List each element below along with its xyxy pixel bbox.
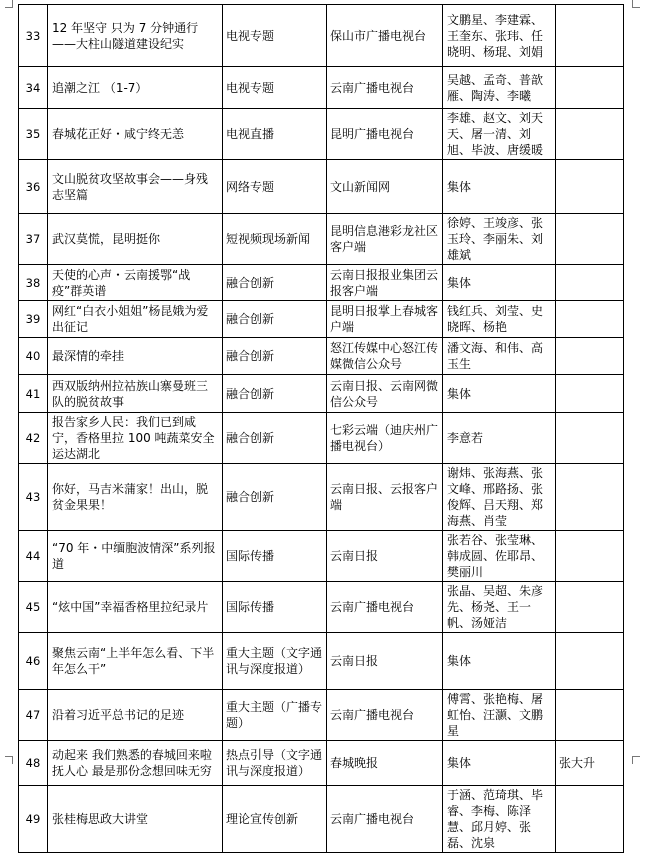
publishing-outlet: 云南日报、云南网微信公众号 [327,375,443,413]
award-category: 重大主题（文字通讯与深度报道） [223,633,327,690]
award-category: 融合创新 [223,265,327,301]
table-row [19,375,624,413]
author-list: 钱红兵、刘莹、史晓晖、杨艳 [443,301,556,338]
publishing-outlet: 保山市广播电视台 [327,5,443,67]
award-category: 热点引导（文字通讯与深度报道） [223,741,327,786]
editor-cell [556,214,624,265]
table-row [19,464,624,531]
award-list-table [18,4,624,853]
author-list: 吴越、孟奇、普歆雁、陶涛、李曦 [443,67,556,109]
author-list: 集体 [443,375,556,413]
award-category: 融合创新 [223,338,327,375]
publishing-outlet: 文山新闻网 [327,160,443,214]
publishing-outlet: 昆明日报掌上春城客户端 [327,301,443,338]
award-category: 融合创新 [223,375,327,413]
page-corner-mark [632,756,640,764]
editor-cell [556,464,624,531]
author-list: 李雄、赵文、刘天天、屠一清、刘旭、毕波、唐缓暖 [443,109,556,160]
work-title: 12 年坚守 只为 7 分钟通行——大柱山隧道建设纪实 [48,5,223,67]
editor-cell [556,160,624,214]
author-list: 集体 [443,741,556,786]
table-row [19,265,624,301]
work-title: 网红“白衣小姐姐”杨昆娥为爱出征记 [48,301,223,338]
work-title: 张桂梅思政大讲堂 [48,786,223,853]
work-title: “70 年・中缅胞波情深”系列报道 [48,531,223,582]
author-list: 集体 [443,265,556,301]
table-row [19,690,624,741]
editor-cell [556,338,624,375]
row-number: 45 [19,582,48,633]
editor-cell [556,633,624,690]
editor-cell [556,301,624,338]
publishing-outlet: 昆明广播电视台 [327,109,443,160]
author-list: 集体 [443,160,556,214]
editor-cell [556,531,624,582]
table-row [19,160,624,214]
table-row [19,531,624,582]
author-list: 潘文海、和伟、高玉生 [443,338,556,375]
editor-cell [556,786,624,853]
publishing-outlet: 昆明信息港彩龙社区客户端 [327,214,443,265]
award-category: 融合创新 [223,464,327,531]
row-number: 39 [19,301,48,338]
table-row [19,109,624,160]
work-title: 西双版纳州拉祜族山寨曼班三队的脱贫故事 [48,375,223,413]
row-number: 42 [19,413,48,464]
award-category: 国际传播 [223,531,327,582]
editor-cell [556,265,624,301]
work-title: 动起来 我们熟悉的春城回来啦 抚人心 最是那份念想回味无穷 [48,741,223,786]
row-number: 34 [19,67,48,109]
publishing-outlet: 七彩云端（迪庆州广播电视台） [327,413,443,464]
publishing-outlet: 云南广播电视台 [327,582,443,633]
row-number: 33 [19,5,48,67]
editor-cell [556,109,624,160]
row-number: 47 [19,690,48,741]
row-number: 37 [19,214,48,265]
author-list: 于涵、范琦琪、毕睿、李梅、陈泽慧、邱月婷、张磊、沈泉 [443,786,556,853]
table-row [19,5,624,67]
publishing-outlet: 春城晚报 [327,741,443,786]
row-number: 49 [19,786,48,853]
work-title: 最深情的牵挂 [48,338,223,375]
table-row [19,786,624,853]
author-list: 张若谷、张莹琳、韩成圆、佐耶昂、樊丽川 [443,531,556,582]
publishing-outlet: 怒江传媒中心怒江传媒微信公众号 [327,338,443,375]
row-number: 41 [19,375,48,413]
publishing-outlet: 云南日报报业集团云报客户端 [327,265,443,301]
page-corner-mark [5,756,13,764]
award-category: 短视频现场新闻 [223,214,327,265]
work-title: 文山脱贫攻坚故事会——身残志坚篇 [48,160,223,214]
author-list: 张晶、吴超、朱彦先、杨尧、王一帆、汤娅洁 [443,582,556,633]
award-category: 电视直播 [223,109,327,160]
publishing-outlet: 云南日报 [327,633,443,690]
row-number: 38 [19,265,48,301]
publishing-outlet: 云南广播电视台 [327,690,443,741]
row-number: 40 [19,338,48,375]
page-corner-mark [632,0,640,8]
author-list: 徐婷、王竣彦、张玉玲、李丽朱、刘雄斌 [443,214,556,265]
editor-cell: 张大升 [556,741,624,786]
author-list: 文鹏星、李建霖、王奎东、张玮、任晓明、杨琨、刘娟 [443,5,556,67]
work-title: 聚焦云南“上半年怎么看、下半年怎么干” [48,633,223,690]
row-number: 36 [19,160,48,214]
award-category: 国际传播 [223,582,327,633]
table-row [19,633,624,690]
table-row [19,741,624,786]
row-number: 35 [19,109,48,160]
row-number: 48 [19,741,48,786]
work-title: 追潮之江 （1-7） [48,67,223,109]
publishing-outlet: 云南广播电视台 [327,67,443,109]
award-category: 理论宣传创新 [223,786,327,853]
table-row [19,413,624,464]
row-number: 44 [19,531,48,582]
row-number: 43 [19,464,48,531]
work-title: 武汉莫慌，昆明挺你 [48,214,223,265]
table-row [19,214,624,265]
award-category: 融合创新 [223,301,327,338]
award-category: 融合创新 [223,413,327,464]
work-title: 报告家乡人民：我们已到咸宁，香格里拉 100 吨蔬菜安全运达湖北 [48,413,223,464]
award-category: 重大主题（广播专题） [223,690,327,741]
award-category: 电视专题 [223,5,327,67]
editor-cell [556,5,624,67]
author-list: 谢炜、张海燕、张文峰、邢路扬、张俊辉、吕天翔、郑海燕、肖莹 [443,464,556,531]
table-row [19,338,624,375]
page-corner-mark [5,0,13,8]
editor-cell [556,690,624,741]
work-title: 沿着习近平总书记的足迹 [48,690,223,741]
work-title: “炫中国”幸福香格里拉纪录片 [48,582,223,633]
publishing-outlet: 云南日报、云报客户端 [327,464,443,531]
editor-cell [556,375,624,413]
row-number: 46 [19,633,48,690]
work-title: 天使的心声・云南援鄂“战疫”群英谱 [48,265,223,301]
work-title: 你好，马吉米蒲家！出山，脱贫金果果！ [48,464,223,531]
editor-cell [556,582,624,633]
table-row [19,582,624,633]
work-title: 春城花正好・咸宁终无恙 [48,109,223,160]
table-row [19,67,624,109]
author-list: 集体 [443,633,556,690]
table-row [19,301,624,338]
award-category: 电视专题 [223,67,327,109]
publishing-outlet: 云南日报 [327,531,443,582]
award-category: 网络专题 [223,160,327,214]
publishing-outlet: 云南广播电视台 [327,786,443,853]
editor-cell [556,413,624,464]
editor-cell [556,67,624,109]
author-list: 傅霄、张艳梅、屠虹怡、汪灏、文鹏星 [443,690,556,741]
author-list: 李意若 [443,413,556,464]
